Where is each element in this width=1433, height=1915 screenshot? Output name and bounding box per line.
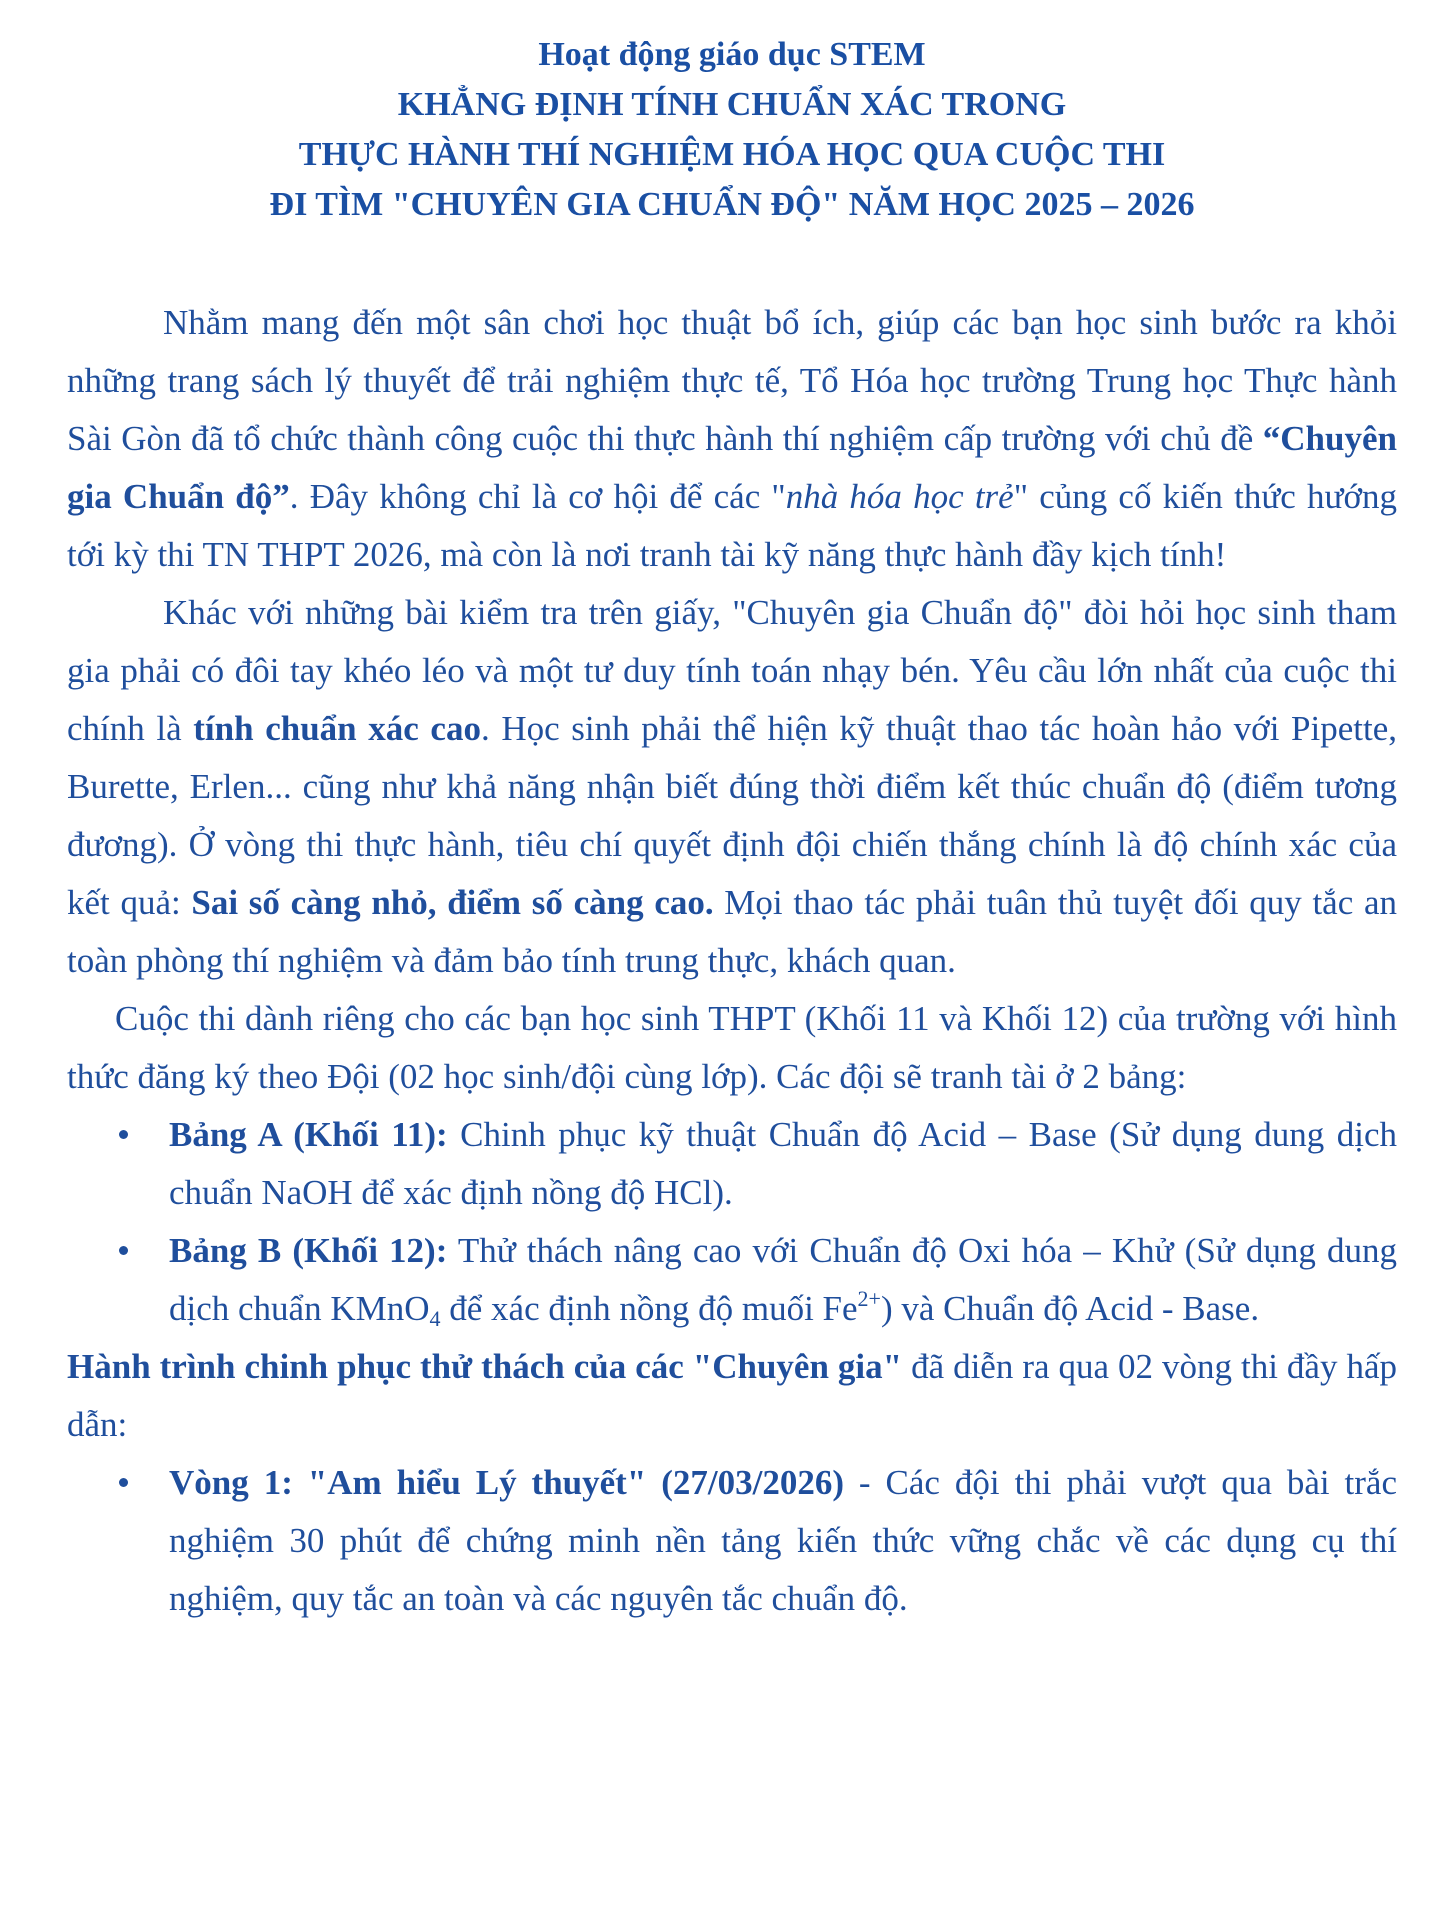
document-page xyxy=(67,30,1397,1628)
text-run: - Các đội thi phải vượt qua bài trắc nghiệm 30 phút để chứng minh nền tảng kiến thức vững chắc về các dụng cụ thí nghiệm, quy tắc an toàn và các nguyên tắc chuẩn độ. xyxy=(169,1463,1397,1618)
text-run: Khác với những bài kiểm tra trên giấy, "Chuyên gia Chuẩn độ" đòi hỏi học sinh tham gia phải có đôi tay khéo léo và một tư duy tính toán nhạy bén. Yêu cầu lớn nhất của cuộc thi chính là xyxy=(67,593,1397,748)
round-1-label: Vòng 1: "Am hiểu Lý thuyết" (27/03/2026) xyxy=(169,1463,844,1502)
text-run: để xác định nồng độ muối Fe xyxy=(440,1289,858,1328)
text-run: " củng cố kiến thức hướng tới kỳ thi TN THPT 2026, mà còn là nơi tranh tài kỹ năng thực hành đầy kịch tính! xyxy=(67,477,1397,574)
bang-a-label: Bảng A (Khối 11): xyxy=(169,1115,448,1154)
document-header xyxy=(67,30,1397,230)
paragraph-intro xyxy=(67,294,1397,584)
italic-phrase: nhà hóa học trẻ xyxy=(785,477,1014,516)
header-title-line-2: THỰC HÀNH THÍ NGHIỆM HÓA HỌC QUA CUỘC THI xyxy=(298,136,1166,173)
paragraph-requirements xyxy=(67,584,1397,990)
header-subtitle: Hoạt động giáo dục STEM xyxy=(538,36,926,73)
bold-accuracy: tính chuẩn xác cao xyxy=(193,709,481,748)
text-run: đã diễn ra qua 02 vòng thi đầy hấp dẫn: xyxy=(67,1347,1397,1444)
bold-scoring-rule: Sai số càng nhỏ, điểm số càng cao. xyxy=(191,883,714,922)
list-item-bang-a xyxy=(169,1106,1397,1222)
paragraph-journey xyxy=(67,1338,1397,1454)
list-item-round-1 xyxy=(169,1454,1397,1628)
round-list xyxy=(67,1454,1397,1628)
text-run: Thử thách nâng cao với Chuẩn độ Oxi hóa – Khử (Sử dụng dung dịch chuẩn KMnO xyxy=(169,1231,1397,1328)
text-run: Nhằm mang đến một sân chơi học thuật bổ ích, giúp các bạn học sinh bước ra khỏi những trang sách lý thuyết để trải nghiệm thực tế, Tổ Hóa học trường Trung học Thực hành Sài Gòn đã tổ chức thành công cuộc thi thực hành thí nghiệm cấp trường với chủ đề xyxy=(67,303,1397,458)
document-body xyxy=(67,294,1397,1628)
header-title-line-1: KHẲNG ĐỊNH TÍNH CHUẨN XÁC TRONG xyxy=(397,86,1067,123)
text-run: Chinh phục kỹ thuật Chuẩn độ Acid – Base (Sử dụng dung dịch chuẩn NaOH để xác định nồng độ HCl). xyxy=(169,1115,1398,1212)
text-run: ) và Chuẩn độ Acid - Base. xyxy=(880,1289,1260,1328)
paragraph-participants: Cuộc thi dành riêng cho các bạn học sinh THPT (Khối 11 và Khối 12) của trường với hình thức đăng ký theo Đội (02 học sinh/đội cùng lớp). Các đội sẽ tranh tài ở 2 bảng: xyxy=(67,999,1397,1096)
bold-journey-title: Hành trình chinh phục thử thách của các "Chuyên gia" xyxy=(67,1347,903,1386)
list-item-bang-b xyxy=(169,1222,1397,1338)
text-run: Mọi thao tác phải tuân thủ tuyệt đối quy tắc an toàn phòng thí nghiệm và đảm bảo tính trung thực, khách quan. xyxy=(67,883,1397,980)
text-run: . Đây không chỉ là cơ hội để các " xyxy=(289,477,786,516)
bang-b-label: Bảng B (Khối 12): xyxy=(169,1231,448,1270)
text-run: . Học sinh phải thể hiện kỹ thuật thao tác hoàn hảo với Pipette, Burette, Erlen... cũng như khả năng nhận biết đúng thời điểm kết thúc chuẩn độ (điểm tương đương). Ở vòng thi thực hành, tiêu chí quyết định đội chiến thắng chính là độ chính xác của kết quả: xyxy=(67,709,1397,922)
bang-list xyxy=(67,1106,1397,1338)
header-title-line-3: ĐI TÌM "CHUYÊN GIA CHUẨN ĐỘ" NĂM HỌC 2025 – 2026 xyxy=(269,186,1195,223)
superscript: 2+ xyxy=(857,1286,881,1311)
bold-topic: “Chuyên gia Chuẩn độ” xyxy=(67,419,1397,516)
subscript: 4 xyxy=(429,1306,441,1331)
